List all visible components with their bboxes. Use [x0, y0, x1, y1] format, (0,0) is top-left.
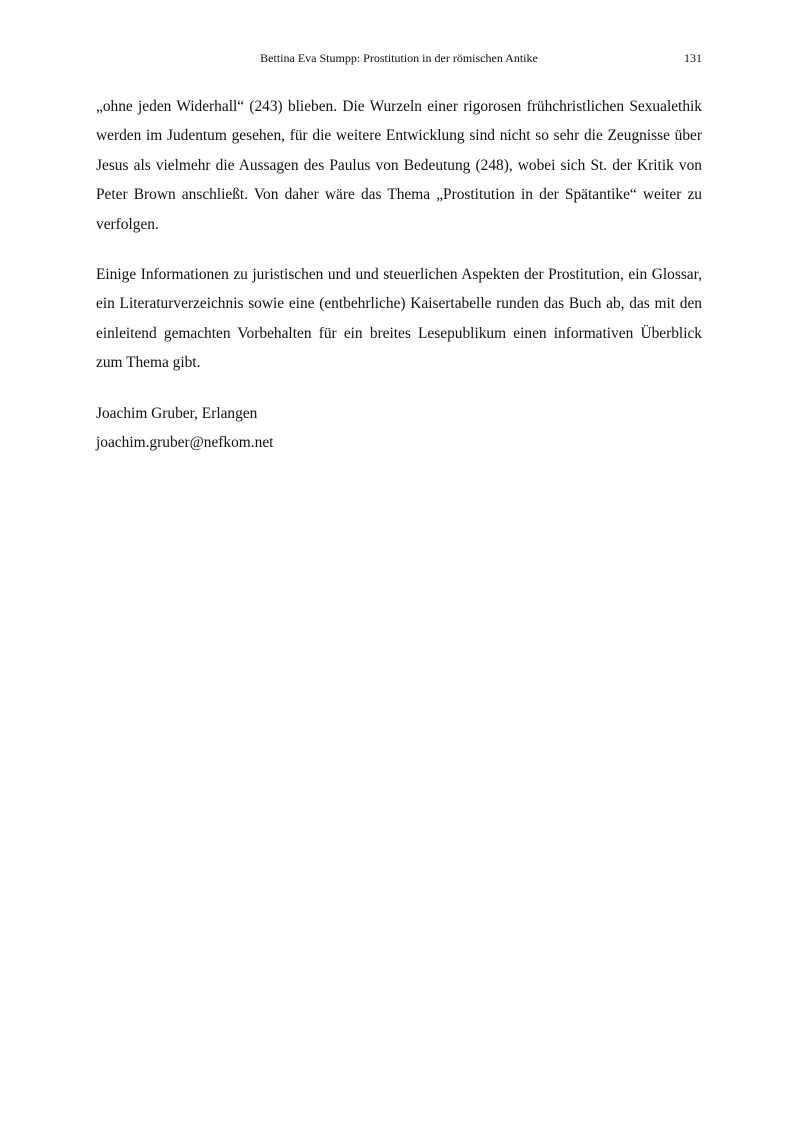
paragraph-2: Einige Informationen zu juristischen und und steuerlichen Aspekten der Prostitution, ein Glossar, ein Literaturverzeichnis sowie eine (entbehrliche) Kaisertabelle runden das Buch ab, das mit den einleitend gemachten Vorbehalten für ein breites Lesepublikum einen informativen Überblick zum Thema gibt. [96, 266, 702, 372]
running-title: Bettina Eva Stumpp: Prostitution in der römischen Antike [260, 51, 538, 65]
signature-block [96, 399, 702, 458]
main-text [96, 92, 702, 457]
author-email: joachim.gruber@nefkom.net [96, 434, 274, 452]
author-name-location: Joachim Gruber, Erlangen [96, 404, 258, 422]
page-number: 131 [684, 51, 702, 65]
running-header [96, 49, 702, 67]
paragraph-1: „ohne jeden Widerhall“ (243) blieben. Die Wurzeln einer rigorosen frühchristlichen Sexualethik werden im Judentum gesehen, für die weitere Entwicklung sind nicht so sehr die Zeugnisse über Jesus als vielmehr die Aussagen des Paulus von Bedeutung (248), wobei sich St. der Kritik von Peter Brown anschließt. Von daher wäre das Thema „Prostitution in der Spätantike“ weiter zu verfolgen. [96, 98, 702, 233]
